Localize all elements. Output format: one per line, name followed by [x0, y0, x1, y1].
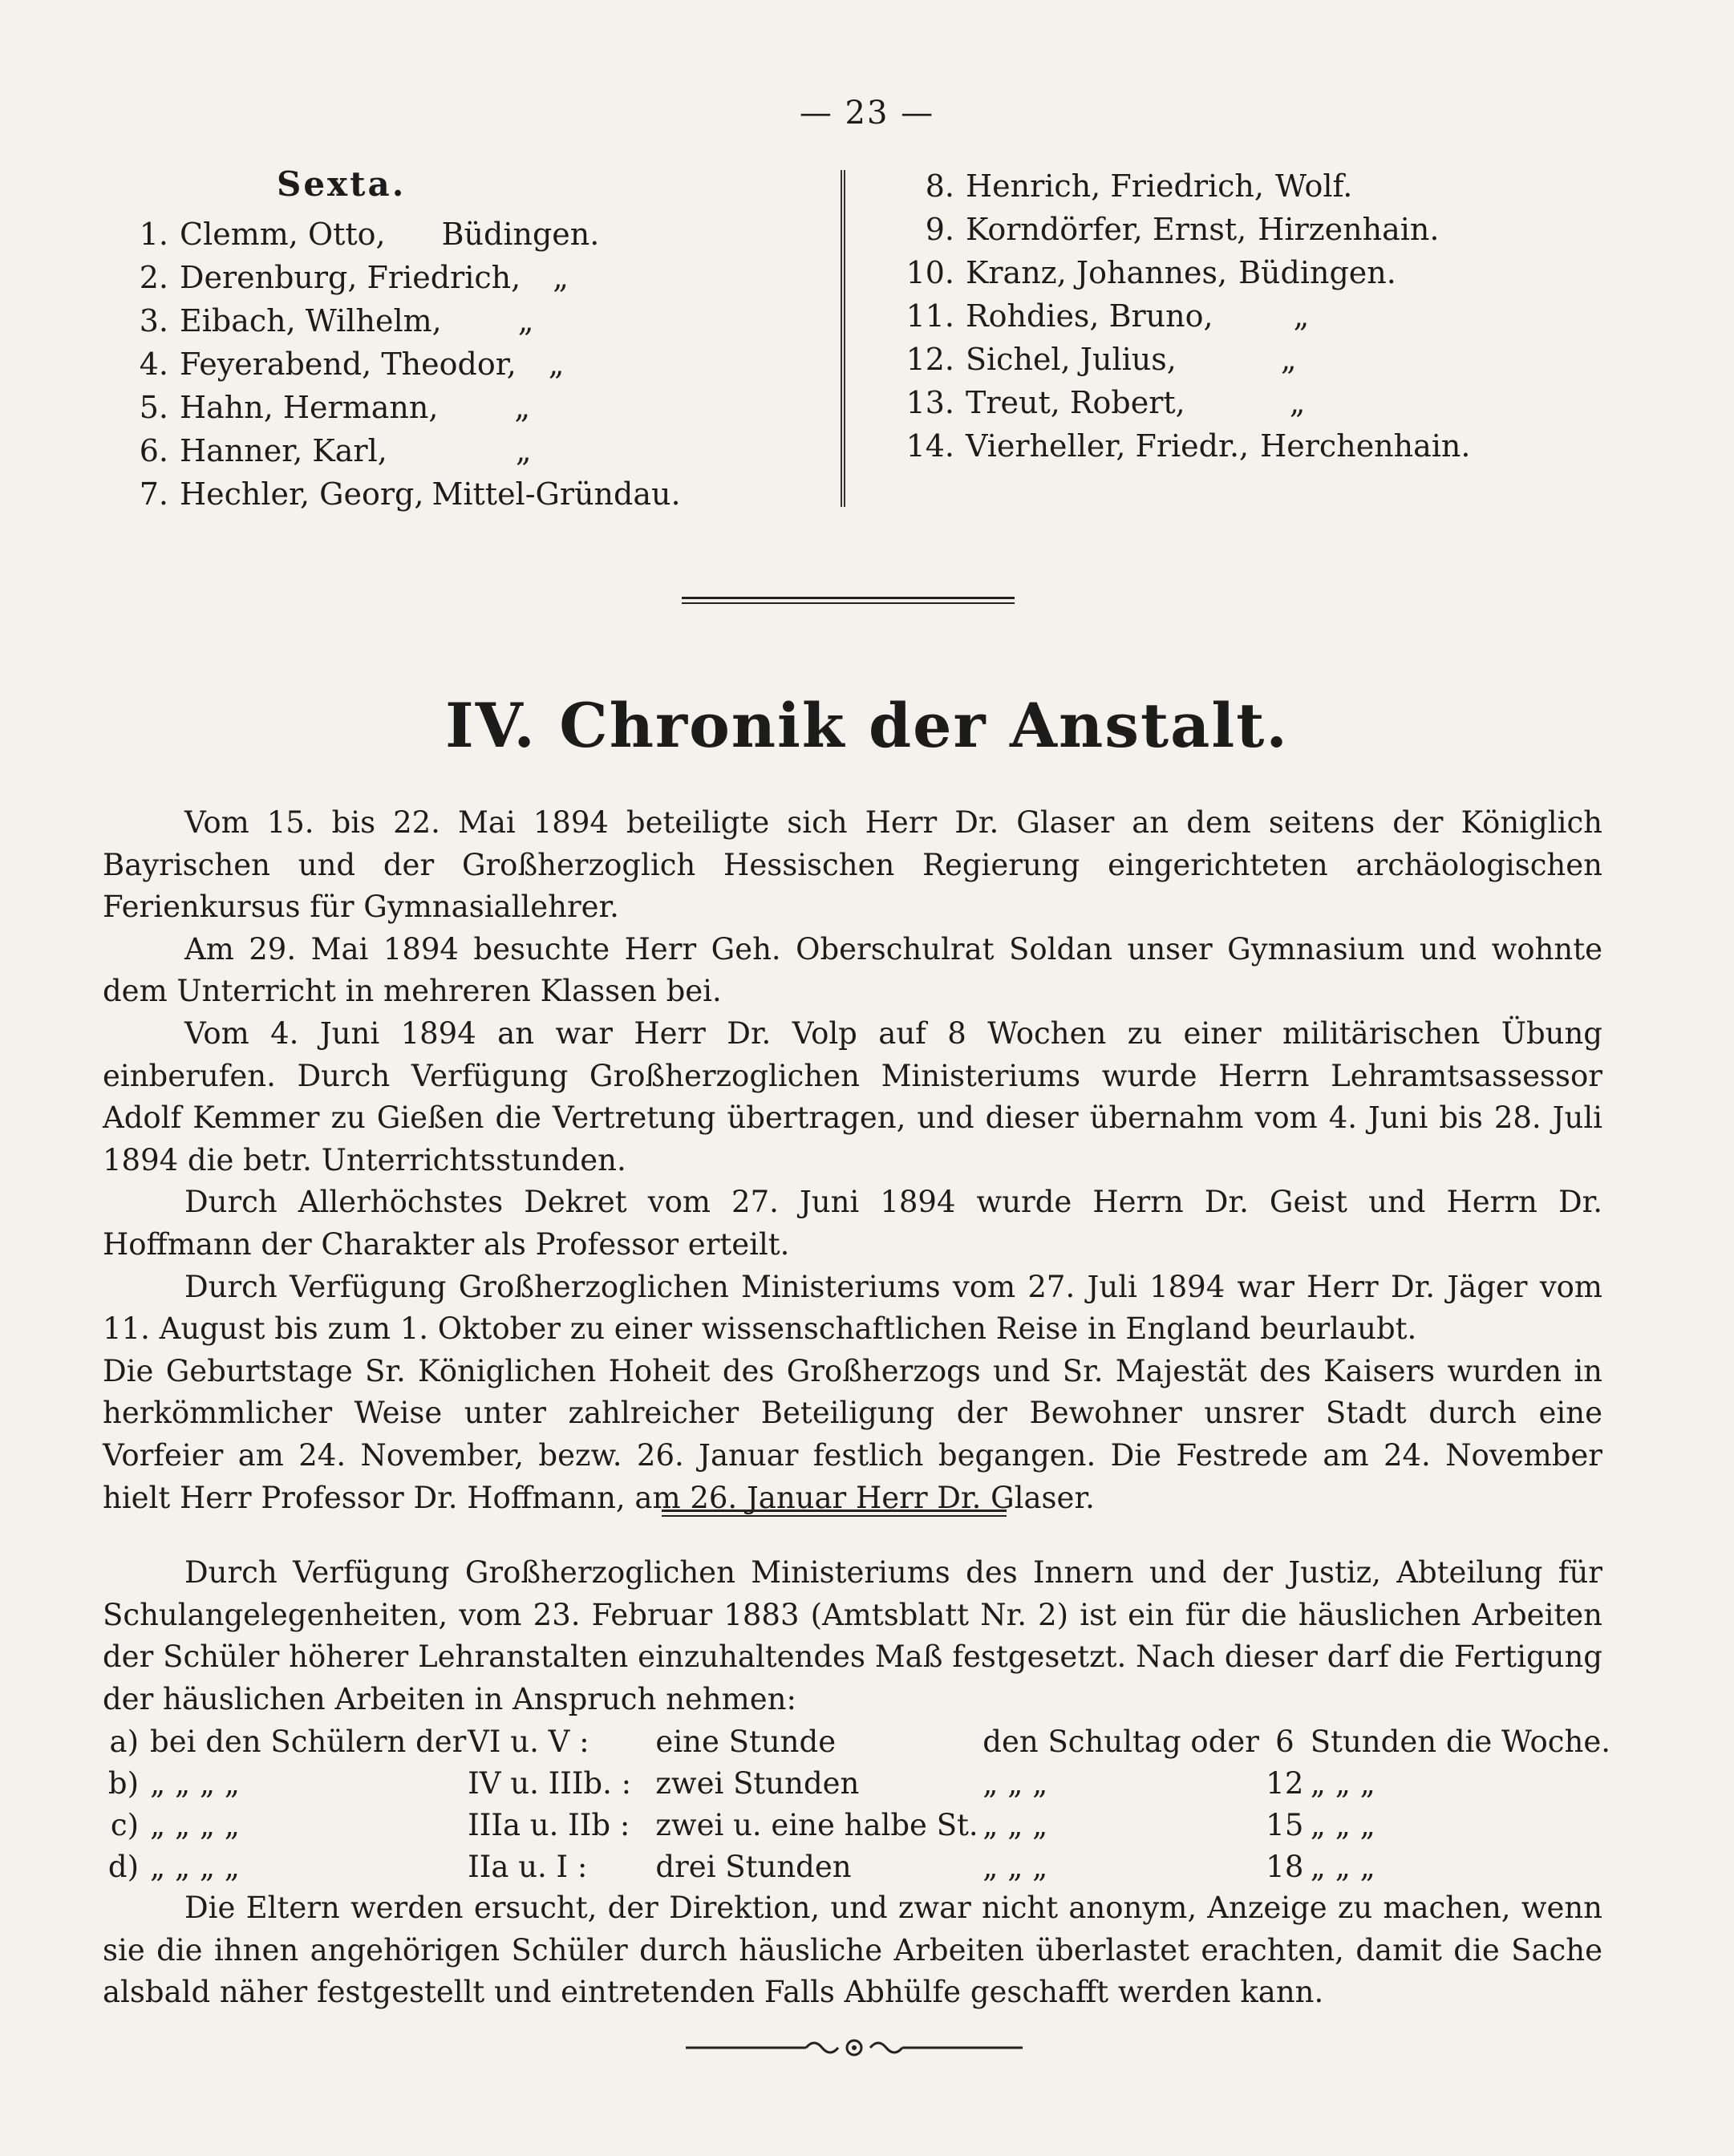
student-number: 14. — [905, 428, 954, 464]
student-entry — [890, 251, 1612, 294]
student-name: Henrich, Friedrich, — [966, 168, 1264, 204]
student-place: „ — [517, 303, 534, 338]
rule-who: bei den Schülern der — [150, 1724, 467, 1759]
student-entry — [112, 429, 834, 472]
sexta-heading: Sexta. — [277, 164, 407, 204]
homework-intro — [103, 1552, 1602, 1720]
student-name: Hanner, Karl, — [180, 433, 387, 468]
rule-who: „ „ „ „ — [150, 1765, 240, 1801]
student-number: 6. — [139, 433, 168, 468]
homework-closing-paragraph: Die Eltern werden ersucht, der Direktion, und zwar nicht anonym, Anzeige zu machen, wenn sie die ihnen angehörigen Schüler durch häusliche Arbeiten überlastet erachten, damit die Sache alsbald näher festgestellt und eintretenden Falls Abhülfe geschafft werden kann. — [103, 1891, 1602, 2010]
chronik-paragraph: Am 29. Mai 1894 besuchte Herr Geh. Oberschulrat Soldan unser Gymnasium und wohnte dem Unterricht in mehreren Klassen bei. — [103, 931, 1602, 1009]
student-entry — [890, 424, 1612, 468]
student-number: 11. — [905, 298, 954, 334]
section-heading: IV. Chronik der Anstalt. — [445, 690, 1289, 761]
chronik-text — [103, 802, 1602, 1519]
student-name: Korndörfer, Ernst, — [966, 212, 1247, 247]
student-entry — [112, 342, 834, 386]
rule-unit: „ „ „ — [1310, 1849, 1375, 1884]
student-name: Eibach, Wilhelm, — [180, 303, 442, 338]
student-entry — [112, 472, 834, 516]
rule-daily: zwei Stunden — [655, 1765, 860, 1801]
section-divider — [662, 1510, 1007, 1517]
student-number: 5. — [139, 390, 168, 425]
rule-unit: „ „ „ — [1310, 1807, 1375, 1842]
rule-label: d) — [107, 1849, 140, 1884]
student-place: Wolf. — [1274, 168, 1353, 204]
student-entry — [890, 338, 1612, 381]
student-name: Sichel, Julius, — [966, 342, 1177, 377]
student-number: 3. — [139, 303, 168, 338]
student-place: „ — [553, 260, 569, 295]
homework-closing — [103, 1887, 1602, 2014]
homework-rules-table — [103, 1720, 1610, 1887]
student-name: Derenburg, Friedrich, — [180, 260, 521, 295]
student-entry — [112, 386, 834, 429]
student-place: „ — [1289, 385, 1306, 420]
chronik-paragraph: Durch Allerhöchstes Dekret vom 27. Juni 1894 wurde Herrn Dr. Geist und Herrn Dr. Hoffmann der Charakter als Professor erteilt. — [103, 1185, 1602, 1262]
rule-classes: VI u. V : — [468, 1724, 589, 1759]
rule-label: c) — [110, 1807, 140, 1842]
rule-per: „ „ „ — [982, 1807, 1048, 1842]
end-ornament-icon — [686, 2036, 1023, 2060]
homework-rule-row — [103, 1720, 1610, 1762]
chronik-paragraph: Vom 4. Juni 1894 an war Herr Dr. Volp auf 8 Wochen zu einer militärischen Übung einberufen. Durch Verfügung Großherzoglichen Ministeriums wurde Herrn Lehramtsassessor Adolf Kemmer zu Gießen die Vertretung übertragen, und dieser übernahm vom 4. Juni bis 28. Juli 1894 die betr. Unterrichtsstunden. — [103, 1015, 1602, 1177]
student-name: Hechler, Georg, — [180, 476, 424, 512]
student-place: „ — [514, 390, 531, 425]
student-entry — [890, 294, 1612, 338]
student-place: Herchenhain. — [1260, 428, 1471, 464]
rule-weekly: 15 — [1266, 1807, 1304, 1842]
chronik-paragraph: Durch Verfügung Großherzoglichen Ministeriums vom 27. Juli 1894 war Herr Dr. Jäger vom 11. August bis zum 1. Oktober zu einer wissenschaftlichen Reise in England beurlaubt. — [103, 1269, 1602, 1347]
sexta-right-column — [890, 164, 1612, 468]
rule-weekly: 12 — [1266, 1765, 1304, 1801]
student-name: Rohdies, Bruno, — [966, 298, 1213, 334]
homework-rule-row — [103, 1846, 1610, 1887]
student-number: 13. — [905, 385, 954, 420]
homework-intro-paragraph: Durch Verfügung Großherzoglichen Ministeriums des Innern und der Justiz, Abteilung für Schulangelegenheiten, vom 23. Februar 1883 (Amtsblatt Nr. 2) ist ein für die häuslichen Arbeiten der Schüler höherer Lehranstalten einzuhaltendes Maß festgesetzt. Nach dieser darf die Fertigung der häuslichen Arbeiten in Anspruch nehmen: — [103, 1555, 1602, 1716]
student-number: 7. — [139, 476, 168, 512]
rule-daily: eine Stunde — [655, 1724, 837, 1759]
homework-rule-row — [103, 1762, 1610, 1804]
chronik-paragraph: Vom 15. bis 22. Mai 1894 beteiligte sich Herr Dr. Glaser an dem seitens der Königlich Bayrischen und der Großherzoglich Hessischen Regierung eingerichteten archäologischen Ferienkursus für Gymnasiallehrer. — [103, 805, 1602, 925]
student-place: „ — [548, 346, 565, 382]
rule-per: „ „ „ — [982, 1765, 1048, 1801]
student-number: 10. — [905, 255, 954, 290]
rule-classes: IIa u. I : — [468, 1849, 588, 1884]
student-entry — [890, 208, 1612, 251]
rule-weekly: 6 — [1275, 1724, 1294, 1759]
student-entry — [890, 164, 1612, 208]
student-number: 12. — [905, 342, 954, 377]
student-name: Feyerabend, Theodor, — [180, 346, 517, 382]
student-place: „ — [515, 433, 532, 468]
student-place: Büdingen. — [441, 217, 600, 252]
student-name: Kranz, Johannes, — [966, 255, 1228, 290]
student-name: Vierheller, Friedr., — [966, 428, 1250, 464]
rule-who: „ „ „ „ — [150, 1849, 240, 1884]
student-number: 9. — [925, 212, 954, 247]
student-name: Clemm, Otto, — [180, 217, 386, 252]
student-list-right — [890, 164, 1612, 468]
rule-who: „ „ „ „ — [150, 1807, 240, 1842]
rule-per: „ „ „ — [982, 1849, 1048, 1884]
rule-unit: „ „ „ — [1310, 1765, 1375, 1801]
student-place: Mittel-Gründau. — [431, 476, 681, 512]
rule-label: a) — [109, 1724, 140, 1759]
student-number: 1. — [139, 217, 168, 252]
student-place: Hirzenhain. — [1258, 212, 1440, 247]
rule-daily: drei Stunden — [655, 1849, 852, 1884]
student-name: Hahn, Hermann, — [180, 390, 439, 425]
rule-per: den Schultag oder — [982, 1724, 1259, 1759]
column-divider — [841, 170, 845, 507]
rule-unit: Stunden die Woche. — [1310, 1724, 1610, 1759]
student-entry — [112, 213, 834, 256]
rule-weekly: 18 — [1266, 1849, 1304, 1884]
student-place: „ — [1280, 342, 1297, 377]
student-name: Treut, Robert, — [966, 385, 1185, 420]
rule-classes: IV u. IIIb. : — [468, 1765, 632, 1801]
student-number: 2. — [139, 260, 168, 295]
student-number: 4. — [139, 346, 168, 382]
student-list-left — [112, 164, 834, 516]
rule-daily: zwei u. eine halbe St. — [655, 1807, 978, 1842]
sexta-left-column — [112, 164, 834, 516]
student-number: 8. — [925, 168, 954, 204]
student-entry — [112, 256, 834, 299]
rule-classes: IIIa u. IIb : — [468, 1807, 630, 1842]
chronik-paragraph: Die Geburtstage Sr. Königlichen Hoheit des Großherzogs und Sr. Majestät des Kaisers wurden in herkömmlicher Weise unter zahlreicher Beteiligung der Bewohner unsrer Stadt durch eine Vorfeier am 24. November, bezw. 26. Januar festlich begangen. Die Festrede am 24. November hielt Herr Professor Dr. Hoffmann, am 26. Januar Herr Dr. Glaser. — [103, 1353, 1602, 1515]
student-entry — [112, 299, 834, 342]
student-place: „ — [1293, 298, 1310, 334]
page-number: — 23 — — [799, 95, 935, 132]
rule-label: b) — [107, 1765, 140, 1801]
student-entry — [890, 381, 1612, 424]
student-place: Büdingen. — [1238, 255, 1396, 290]
section-divider — [682, 597, 1015, 604]
homework-rule-row — [103, 1804, 1610, 1846]
